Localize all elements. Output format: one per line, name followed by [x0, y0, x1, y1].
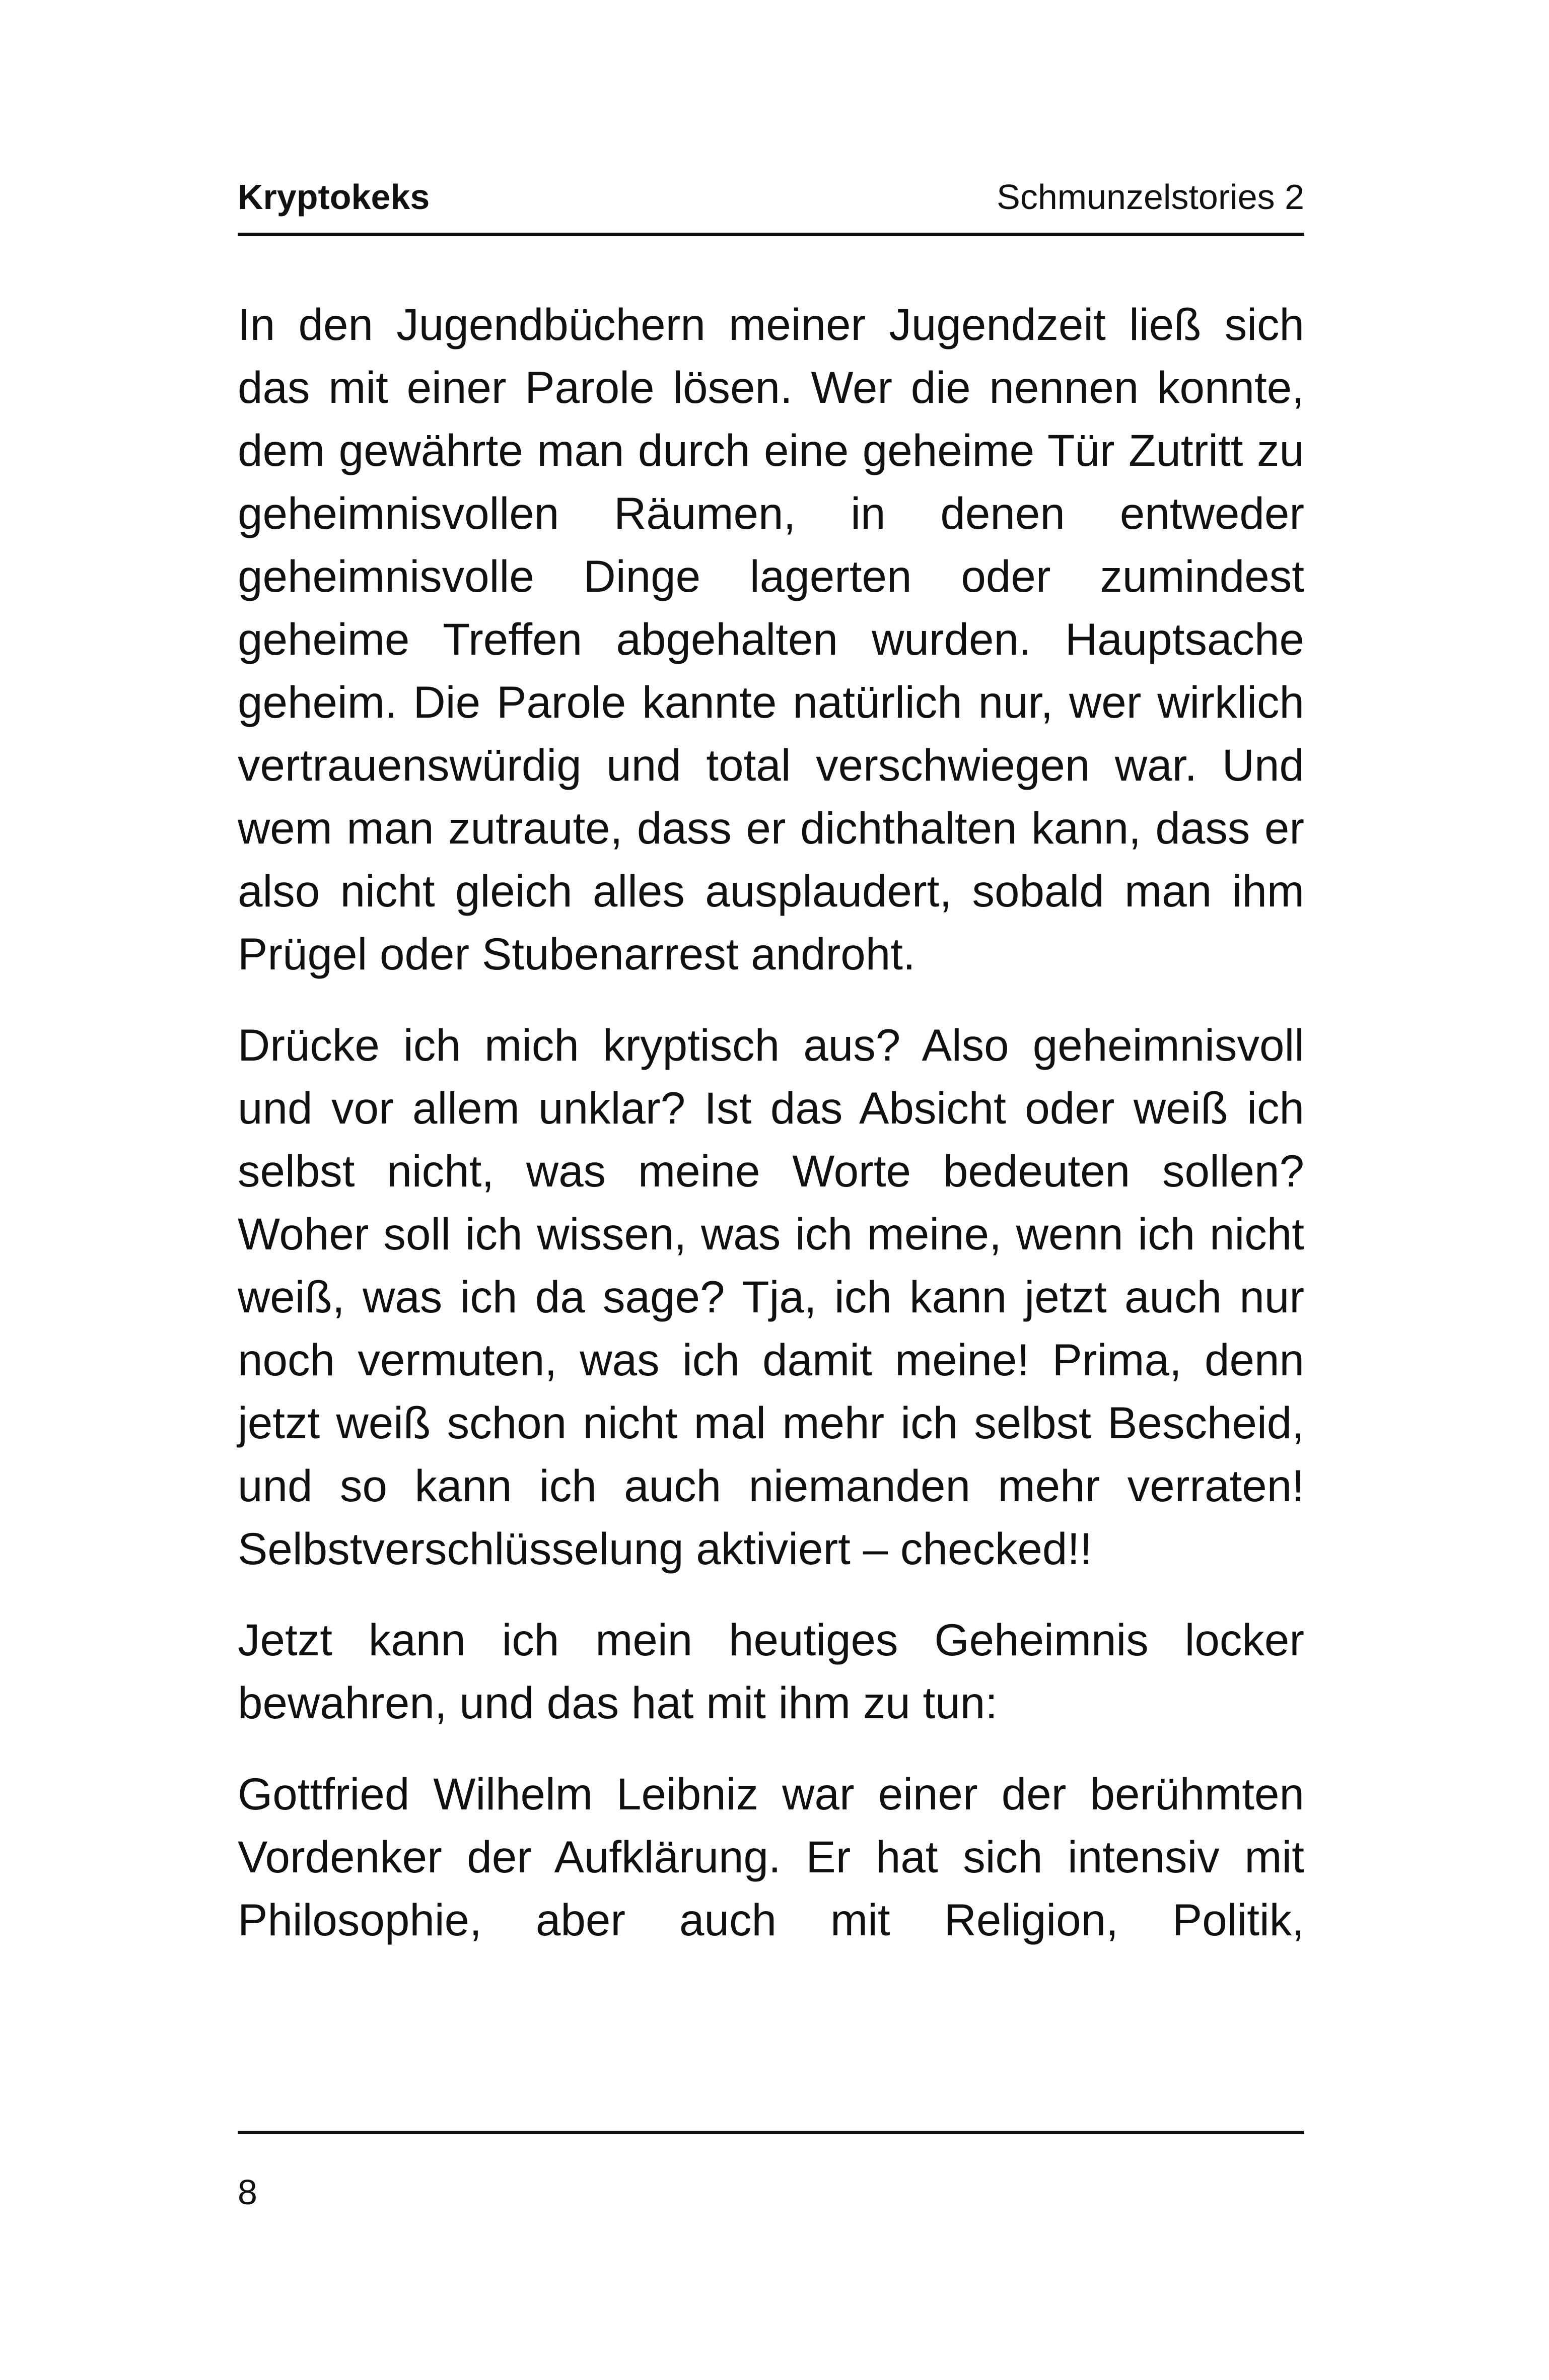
- chapter-title: Kryptokeks: [238, 177, 430, 217]
- body-text: [238, 293, 1304, 1980]
- paragraph-3: Jetzt kann ich mein heutiges Geheimnis locker bewahren, und das hat mit ihm zu tun:: [238, 1615, 1304, 1728]
- footer-rule: [238, 2131, 1304, 2134]
- paragraph-1: In den Jugendbüchern meiner Jugendzeit ließ sich das mit einer Parole lösen. Wer die nennen konnte, dem gewährte man durch eine geheime Tür Zutritt zu geheimnisvollen Räumen, in denen entweder geheimnisvolle Dinge lagerten oder zumindest geheime Treffen abgehalten wurden. Hauptsache geheim. Die Parole kannte natürlich nur, wer wirklich vertrauenswürdig und total verschwiegen war. Und wem man zutraute, dass er dichthalten kann, dass er also nicht gleich alles ausplaudert, sobald man ihm Prügel oder Stubenarrest androht.: [238, 299, 1304, 979]
- header-rule: [238, 233, 1304, 236]
- running-header: [238, 174, 1304, 230]
- paragraph-4: Gottfried Wilhelm Leibniz war einer der berühmten Vordenker der Aufklärung. Er hat sich intensiv mit Philosophie, aber auch mit Religion, Politik,: [238, 1769, 1304, 1945]
- book-title: Schmunzelstories 2: [997, 177, 1304, 217]
- paragraph-2: Drücke ich mich kryptisch aus? Also geheimnisvoll und vor allem unklar? Ist das Absicht oder weiß ich selbst nicht, was meine Worte bedeuten sollen? Woher soll ich wissen, was ich meine, wenn ich nicht weiß, was ich da sage? Tja, ich kann jetzt auch nur noch vermuten, was ich damit meine! Prima, denn jetzt weiß schon nicht mal mehr ich selbst Bescheid, und so kann ich auch niemanden mehr verraten! Selbstverschlüsselung aktiviert – checked!!: [238, 1020, 1304, 1574]
- page-number: 8: [238, 2173, 257, 2212]
